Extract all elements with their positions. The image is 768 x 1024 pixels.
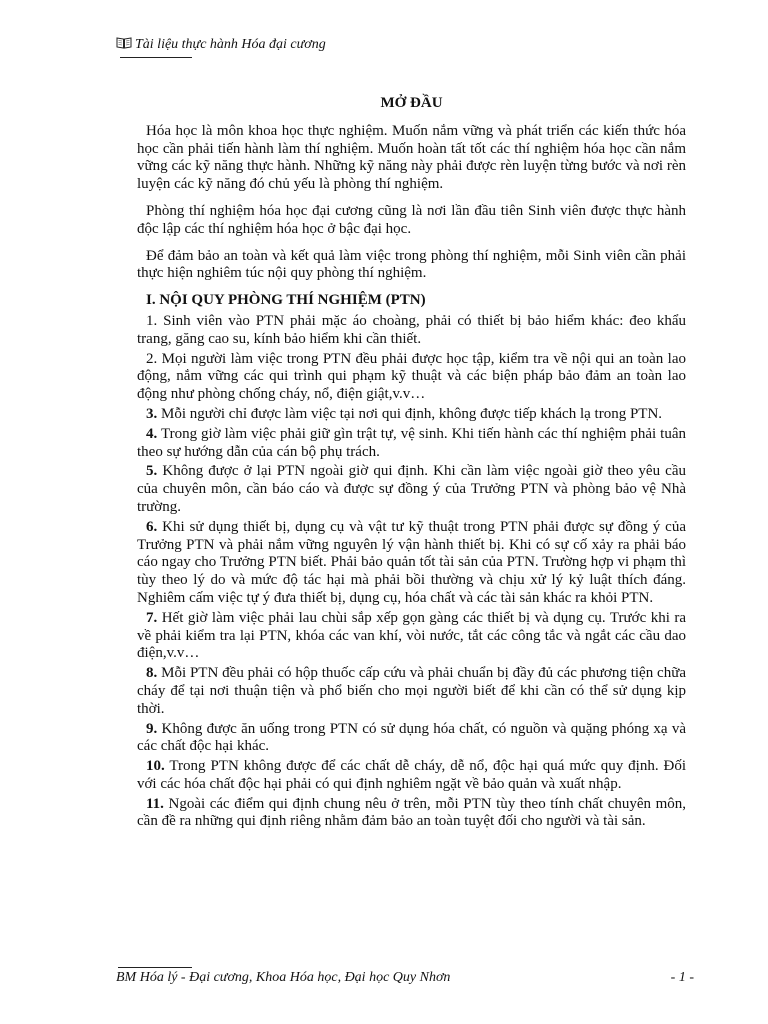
section-heading: I. NỘI QUY PHÒNG THÍ NGHIỆM (PTN) [146,292,426,309]
rule-item-1 [137,313,686,349]
rule-item-2 [137,351,686,404]
rule-item-9 [137,721,686,757]
rule-text: Mọi người làm việc trong PTN đều phải được học tập, kiểm tra về nội qui an toàn lao động, nắm vững các qui trình qui phạm kỹ thuật và các biện pháp bảo đảm an toàn lao động như phòng chống cháy, nổ, điện giật,v.v… [137,350,686,403]
rule-number: 3. [146,405,158,422]
rule-text: Không được ở lại PTN ngoài giờ qui định. Khi cần làm việc ngoài giờ theo yêu cầu của chuyên môn, cần báo cáo và được sự đồng ý của Trưởng PTN và phòng bảo vệ Nhà trường. [137,463,686,515]
header-divider [120,57,192,58]
page-body [137,95,686,833]
rule-text: Hết giờ làm việc phải lau chùi sắp xếp gọn gàng các thiết bị và dụng cụ. Trước khi ra về phải kiểm tra lại PTN, khóa các van khí, vòi nước, tắt các công tắc và ngắt các cầu dao điện,v.v… [137,609,686,662]
rule-number: 11. [146,795,164,812]
rule-text: Mỗi người chỉ được làm việc tại nơi qui định, không được tiếp khách lạ trong PTN. [157,405,663,422]
intro-paragraph: Phòng thí nghiệm hóa học đại cương cũng là nơi lần đầu tiên Sinh viên được thực hành độc lập các thí nghiệm hóa học ở bậc đại học. [137,202,686,237]
rule-number: 4. [146,425,158,442]
rule-text: Trong giờ làm việc phải giữ gìn trật tự, vệ sinh. Khi tiến hành các thí nghiệm phải tuân theo sự hướng dẫn của cán bộ phụ trách. [137,425,686,460]
intro-paragraph: Để đảm bảo an toàn và kết quả làm việc trong phòng thí nghiệm, mỗi Sinh viên cần phải thực hiện nghiêm túc nội quy phòng thí nghiệm. [137,247,686,282]
rule-text: Sinh viên vào PTN phải mặc áo choàng, phải có thiết bị bảo hiểm khác: đeo khẩu trang, găng cao su, kính bảo hiểm khi cần thiết. [137,312,686,347]
rule-text: Mỗi PTN đều phải có hộp thuốc cấp cứu và phải chuẩn bị đầy đủ các phương tiện chữa cháy để tại nơi thuận tiện và phổ biến cho mọi người biết để khi cần có thể sử dụng kịp thời. [137,665,686,717]
page-title: MỞ ĐẦU [380,95,443,111]
rule-item-11 [137,796,686,832]
rule-number: 1. [146,312,158,329]
rule-item-3 [137,406,686,424]
rule-number: 9. [146,720,158,737]
rule-text: Trong PTN không được để các chất dễ cháy, dễ nổ, độc hại quá mức quy định. Đối với các hóa chất độc hại phải có qui định nghiêm ngặt về bảo quản và xuất nhập. [137,758,686,792]
rule-number: 5. [146,463,158,480]
header-text: Tài liệu thực hành Hóa đại cương [135,37,326,52]
rule-text: Ngoài các điểm qui định chung nêu ở trên, mỗi PTN tùy theo tính chất chuyên môn, cần đề ra những qui định riêng nhằm đảm bảo an toàn tuyệt đối cho người và tài sản. [137,795,686,830]
page-header [116,36,326,54]
rule-number: 6. [146,518,158,535]
rule-number: 8. [146,665,158,682]
rule-number: 2. [146,350,158,367]
book-icon [116,36,135,54]
footer-text: BM Hóa lý - Đại cương, Khoa Hóa học, Đại học Quy Nhơn [116,970,451,985]
rule-text: Không được ăn uống trong PTN có sử dụng hóa chất, có nguồn và quặng phóng xạ và các chất độc hại khác. [137,720,686,755]
footer-divider [118,967,192,968]
rule-item-8 [137,665,686,718]
rule-number: 7. [146,609,158,626]
rule-item-4 [137,426,686,462]
page-footer [116,970,694,986]
rule-text: Khi sử dụng thiết bị, dụng cụ và vật tư kỹ thuật trong PTN phải được sự đồng ý của Trưởng PTN và phải nắm vững nguyên lý vận hành thiết bị. Khi có sự cố xảy ra phải báo cáo ngay cho Trưởng PTN biết. Phải bảo quản tốt tài sản của PTN. Trường hợp vi phạm thì tùy theo lý do và mức độ tác hại mà phải bồi thường và chịu xử lý kỷ luật thích đáng. Nghiêm cấm việc tự ý đưa thiết bị, dụng cụ, hóa chất và các tài sản khác ra khỏi PTN. [137,518,686,606]
rule-item-6 [137,519,686,608]
rule-item-5 [137,463,686,516]
intro-paragraph: Hóa học là môn khoa học thực nghiệm. Muốn nắm vững và phát triển các kiến thức hóa học cần phải tiến hành làm thí nghiệm. Muốn hoàn tất tốt các thí nghiệm hóa học cần nắm vững các kỹ năng thực hành. Những kỹ năng này phải được rèn luyện từng bước và nơi rèn luyện các kỹ năng đó chủ yếu là phòng thí nghiệm. [137,122,686,193]
page-number: - 1 - [670,970,694,985]
rule-number: 10. [146,758,165,775]
rule-item-10 [137,758,686,794]
rule-item-7 [137,610,686,663]
